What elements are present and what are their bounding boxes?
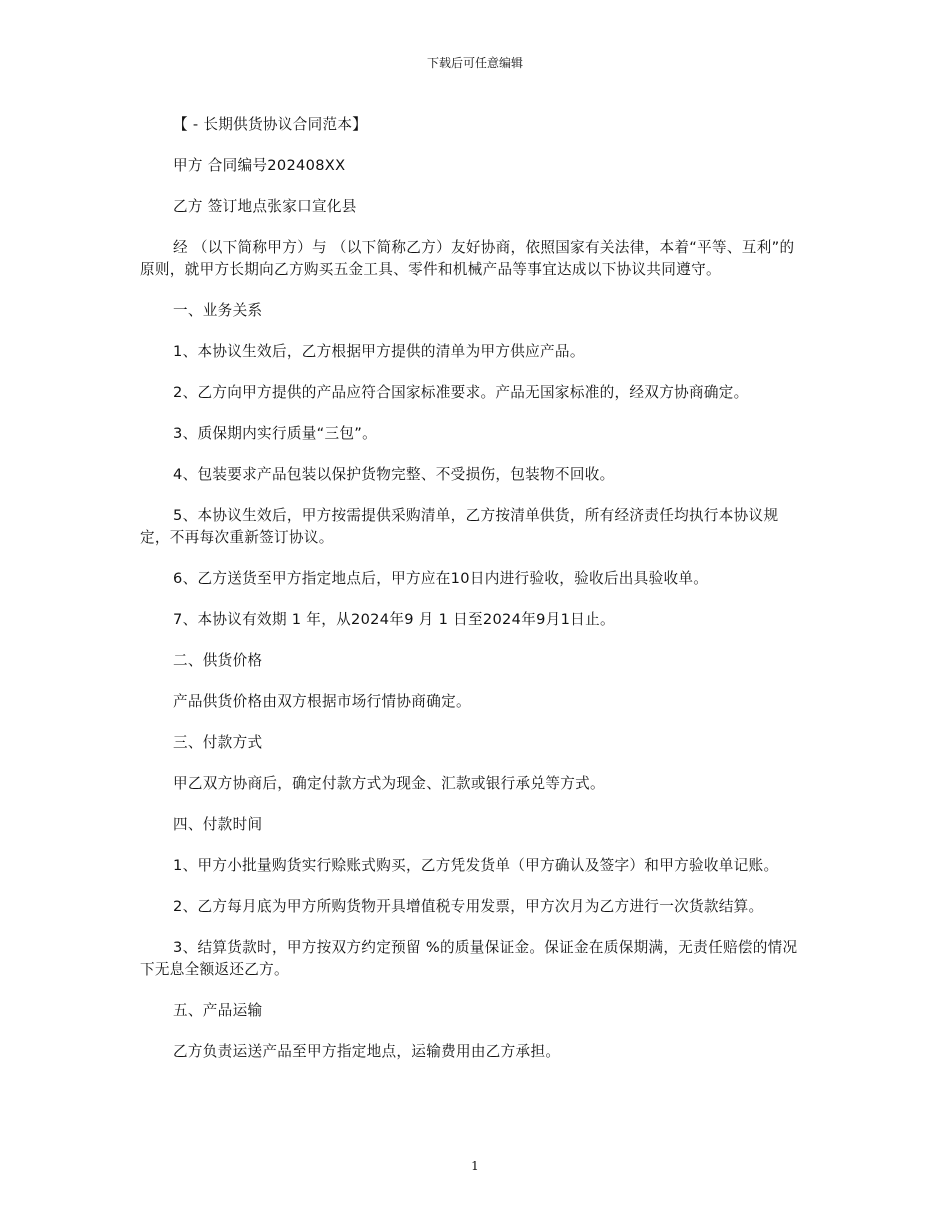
clause-4-3: 3、结算货款时，甲方按双方约定预留 %的质量保证金。保证金在质保期满，无责任赔偿的情况下无息全额返还乙方。 [140,939,798,978]
clause-4-2: 2、乙方每月底为甲方所购货物开具增值税专用发票，甲方次月为乙方进行一次货款结算。 [173,898,764,915]
section-heading-1: 一、业务关系 [173,302,263,319]
clause-1-4: 4、包装要求产品包装以保护货物完整、不受损伤，包装物不回收。 [173,466,615,483]
clause-1-2: 2、乙方向甲方提供的产品应符合国家标准要求。产品无国家标准的，经双方协商确定。 [173,384,749,401]
section-heading-5: 五、产品运输 [173,1002,263,1019]
party-b-line: 乙方 签订地点张家口宣化县 [173,198,357,215]
clause-4-1: 1、甲方小批量购货实行赊账式购买，乙方凭发货单（甲方确认及签字）和甲方验收单记账。 [173,857,779,874]
section-heading-3: 三、付款方式 [173,734,263,751]
section-heading-4: 四、付款时间 [173,816,263,833]
page-header: 下载后可任意编辑 [426,56,523,70]
clause-1-5: 5、本协议生效后，甲方按需提供采购清单，乙方按清单供货，所有经济责任均执行本协议规定，不再每次重新签订协议。 [140,507,779,546]
clause-1-7: 7、本协议有效期 1 年，从2024年9 月 1 日至2024年9月1日止。 [173,611,615,628]
clause-1-3: 3、质保期内实行质量“三包”。 [173,425,378,442]
clause-3-text: 甲乙双方协商后，确定付款方式为现金、汇款或银行承兑等方式。 [173,775,605,792]
clause-5-text: 乙方负责运送产品至甲方指定地点，运输费用由乙方承担。 [173,1043,561,1060]
document-body [140,114,808,1082]
preamble-paragraph: 经 （以下简称甲方）与 （以下简称乙方）友好协商，依照国家有关法律，本着“平等、互利”的原则，就甲方长期向乙方购买五金工具、零件和机械产品等事宜达成以下协议共同遵守。 [140,239,795,278]
clause-1-1: 1、本协议生效后，乙方根据甲方提供的清单为甲方供应产品。 [173,343,585,360]
party-a-line: 甲方 合同编号202408XX [173,157,346,174]
page-number: 1 [471,1159,479,1173]
section-heading-2: 二、供货价格 [173,652,263,669]
contract-title: 【 - 长期供货协议合同范本】 [173,116,368,133]
clause-1-6: 6、乙方送货至甲方指定地点后，甲方应在10日内进行验收，验收后出具验收单。 [173,570,709,587]
clause-2-text: 产品供货价格由双方根据市场行情协商确定。 [173,693,471,710]
